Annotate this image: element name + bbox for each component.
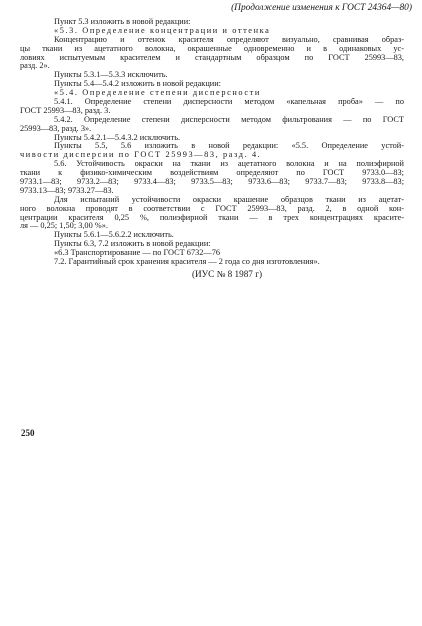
text-line: 9733.13—83; 9733.27—83.: [20, 186, 114, 195]
continuation-header: (Продолжение изменения к ГОСТ 24364—80): [231, 3, 412, 13]
section-heading: «5.3. Определение концентрации и оттенка: [54, 26, 271, 35]
text-line: ля — 0,25; 1,50; 3,00 %».: [20, 222, 108, 231]
text-line: Пункты 5.3.1—5.3.3 исключить.: [54, 71, 168, 80]
text-line: Пункты 5.5, 5.6 изложить в новой редакции: «5.5. Определение устой-: [54, 142, 404, 151]
text-line: центрации красителя 0,25 %, полиэфирной ткани — в трех концентрациях красите-: [20, 213, 404, 222]
text-line: Для испытаний устойчивости окраски крашение образцов ткани из ацетат-: [54, 195, 404, 204]
text-line: 5.4.1. Определение степени дисперсности методом «капельная проба» — по: [54, 98, 404, 107]
document-body: [20, 18, 404, 279]
text-line: ткани к физико-химическим воздействиям определяют по ГОСТ 9733.0—83;: [20, 169, 404, 178]
text-line: чивости дисперсии по ГОСТ 25993—83, разд. 4.: [20, 151, 262, 160]
section-heading: «5.4. Определение степени дисперсности: [54, 89, 261, 98]
text-line: 5.6. Устойчивость окраски на ткани из ацетатного волокна и на полиэфирной: [54, 160, 404, 169]
text-line: 9733.1—83; 9733.2—83; 9733.4—83; 9733.5—83; 9733.6—83; 9733.7—83; 9733.8—83;: [20, 178, 404, 187]
text-line: разд. 2».: [20, 62, 50, 71]
text-line: Пункты 5.6.1—5.6.2.2 исключить.: [54, 231, 174, 240]
text-line: Пункт 5.3 изложить в новой редакции:: [54, 18, 191, 26]
text-line: цы ткани из ацетатного волокна, окрашенные одновременно и в одинаковых ус-: [20, 44, 404, 53]
text-line: 5.4.2. Определение степени дисперсности методом фильтрования — по ГОСТ: [54, 115, 404, 124]
text-line: 7.2. Гарантийный срок хранения красителя — 2 года со дня изготовления».: [54, 258, 320, 267]
text-line: Пункты 6.3, 7.2 изложить в новой редакции:: [54, 240, 211, 249]
page-number: 250: [21, 428, 35, 438]
text-line: Пункты 5.4—5.4.2 изложить в новой редакции:: [54, 80, 221, 89]
text-line: Пункты 5.4.2.1—5.4.3.2 исключить.: [54, 133, 181, 142]
text-line: ного волокна проводят в соответствии с ГОСТ 25993—83, разд. 2, в одной кон-: [20, 204, 404, 213]
text-line: 25993—83, разд. 3».: [20, 124, 92, 133]
text-line: ГОСТ 25993—83, разд. 3.: [20, 106, 111, 115]
text-line: ловиях испытуемым красителем и стандартным образцом по ГОСТ 25993—83,: [20, 53, 404, 62]
footer-reference: (ИУС № 8 1987 г): [191, 269, 263, 279]
text-line: «6.3 Транспортирование — по ГОСТ 6732—76: [54, 249, 220, 258]
text-line: Концентрацию и оттенок красителя определяют визуально, сравнивая образ-: [54, 35, 404, 44]
